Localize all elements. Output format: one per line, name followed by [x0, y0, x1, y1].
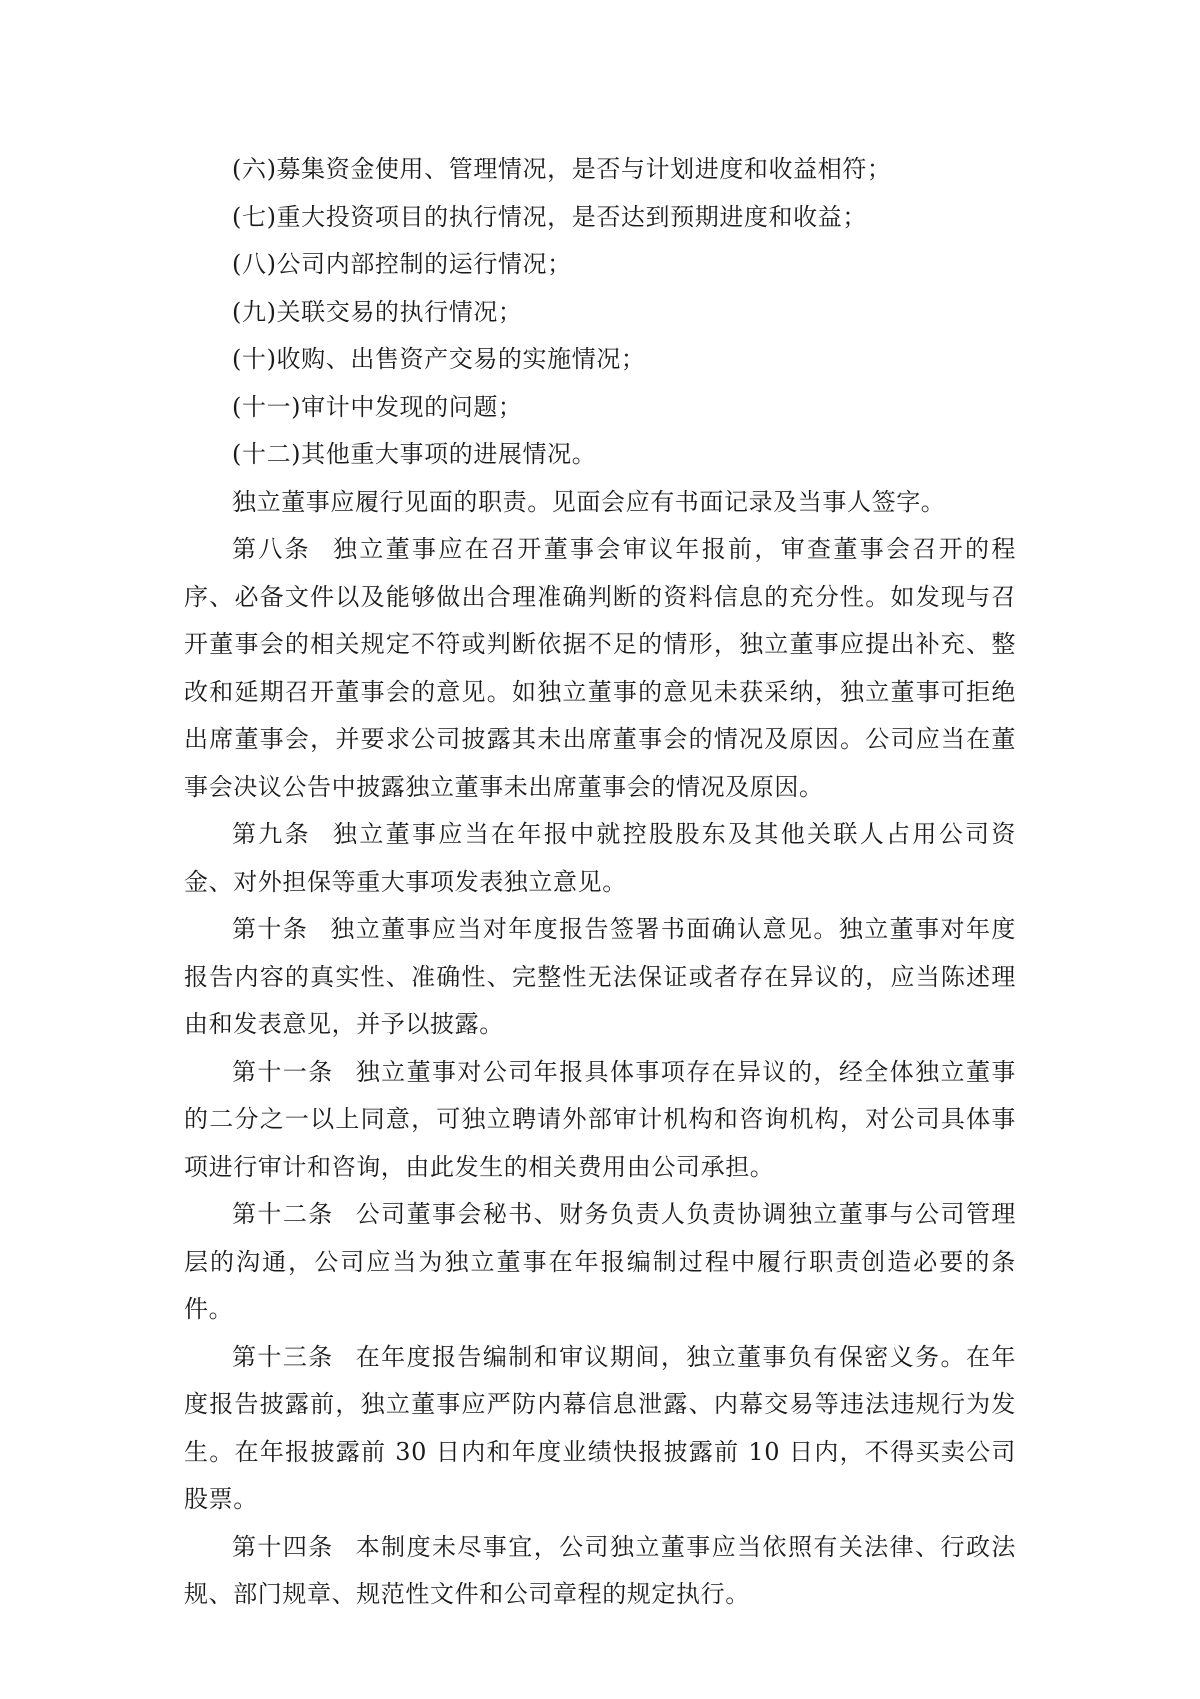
article-number: 第十条 — [232, 915, 309, 943]
list-item: (十)收购、出售资产交易的实施情况； — [232, 345, 646, 373]
article-number: 第十一条 — [232, 1057, 334, 1086]
article-text: 本制度未尽事宜，公司独立董事应当依照有关法律、行政法规、部门规章、规范性文件和公司章程的规定执行。 — [184, 1532, 1016, 1608]
article-number: 第八条 — [232, 535, 312, 563]
list-item: (九)关联交易的执行情况； — [232, 297, 523, 326]
list-item: (七)重大投资项目的执行情况，是否达到预期进度和收益； — [232, 202, 867, 231]
article-text: 公司董事会秘书、财务负责人负责协调独立董事与公司管理层的沟通，公司应当为独立董事在年报编制过程中履行职责创造必要的条件。 — [184, 1200, 1016, 1323]
article-paragraph — [184, 1049, 1016, 1192]
list-item: (八)公司内部控制的运行情况； — [232, 250, 572, 278]
intro-paragraph: 独立董事应履行见面的职责。见面会应有书面记录及当事人签字。 — [232, 487, 946, 516]
article-paragraph — [184, 526, 1016, 811]
article-number: 第十二条 — [232, 1200, 334, 1228]
list-item: (十二)其他重大事项的进展情况。 — [232, 440, 597, 468]
article-text: 独立董事对公司年报具体事项存在异议的，经全体独立董事的二分之一以上同意，可独立聘请外部审计机构和咨询机构，对公司具体事项进行审计和咨询，由此发生的相关费用由公司承担。 — [184, 1057, 1016, 1181]
article-number: 第十三条 — [232, 1342, 334, 1371]
document-body — [184, 146, 1016, 1619]
list-item: (十一)审计中发现的问题； — [232, 392, 523, 421]
article-paragraph — [184, 811, 1016, 906]
article-number: 第九条 — [232, 820, 312, 848]
article-paragraph — [184, 906, 1016, 1049]
article-paragraph — [184, 1524, 1016, 1619]
article-text: 独立董事应在召开董事会审议年报前，审查董事会召开的程序、必备文件以及能够做出合理准确判断的资料信息的充分性。如发现与召开董事会的相关规定不符或判断依据不足的情形，独立董事应提出补充、整改和延期召开董事会的意见。如独立董事的意见未获采纳，独立董事可拒绝出席董事会，并要求公司披露其未出席董事会的情况及原因。公司应当在董事会决议公告中披露独立董事未出席董事会的情况及原因。 — [184, 535, 1016, 801]
article-text: 在年度报告编制和审议期间，独立董事负有保密义务。在年度报告披露前，独立董事应严防内幕信息泄露、内幕交易等违法违规行为发生。在年报披露前 30 日内和年度业绩快报披露前 10 日内，不得买卖公司股票。 — [184, 1342, 1016, 1513]
article-text: 独立董事应当在年报中就控股股东及其他关联人占用公司资金、对外担保等重大事项发表独立意见。 — [184, 820, 1016, 896]
article-paragraph — [184, 1334, 1016, 1524]
article-paragraph — [184, 1191, 1016, 1334]
article-number: 第十四条 — [232, 1532, 334, 1561]
list-item: (六)募集资金使用、管理情况，是否与计划进度和收益相符； — [232, 155, 892, 183]
article-text: 独立董事应当对年度报告签署书面确认意见。独立董事对年度报告内容的真实性、准确性、完整性无法保证或者存在异议的，应当陈述理由和发表意见，并予以披露。 — [184, 915, 1016, 1038]
